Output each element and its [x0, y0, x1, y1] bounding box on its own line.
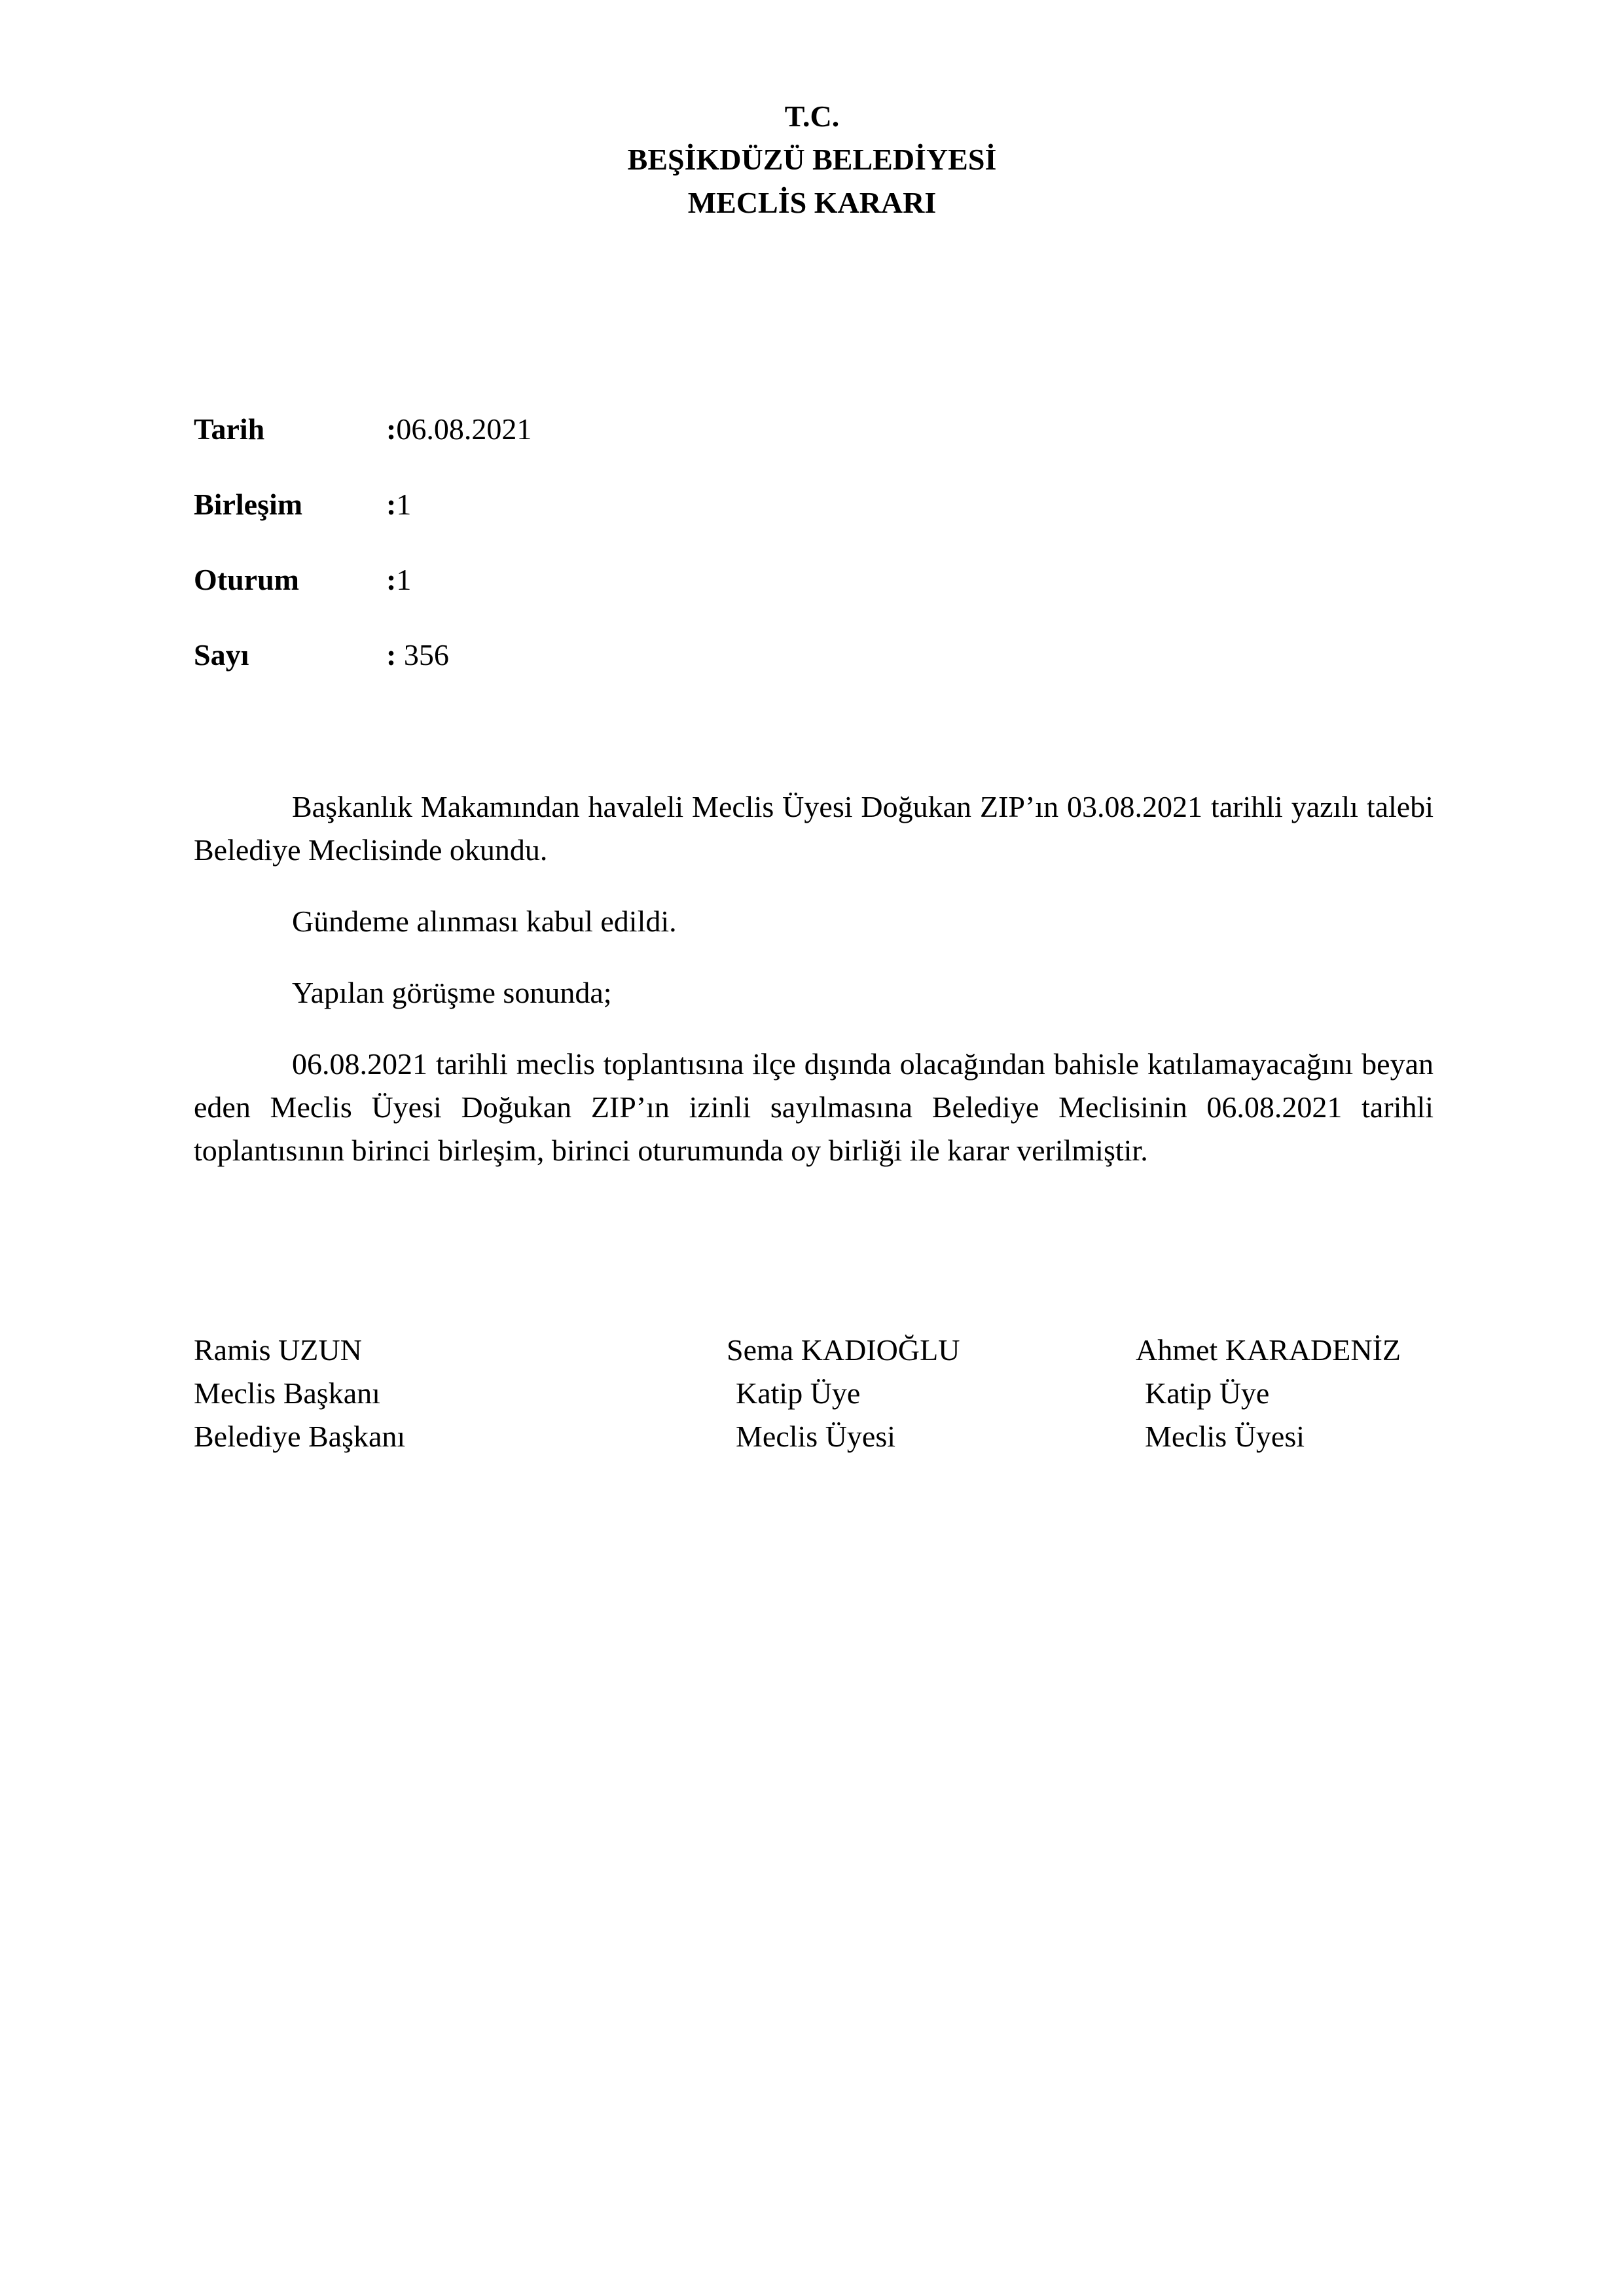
signatory-title: Belediye Başkanı	[194, 1420, 406, 1453]
signatory-title: Meclis Üyesi	[1145, 1420, 1305, 1453]
header-country: T.C.	[784, 99, 840, 133]
meta-label: Sayı	[194, 638, 249, 672]
meta-value-date: 06.08.2021	[396, 412, 532, 446]
decision-metadata	[194, 412, 532, 713]
meta-row-number	[194, 637, 532, 713]
meta-value-session: 1	[396, 488, 412, 521]
signatory-name: Sema KADIOĞLU	[727, 1333, 960, 1367]
paragraph-discussion: Yapılan görüşme sonunda;	[292, 976, 612, 1009]
document-header	[0, 95, 1624, 224]
signatory-title: Katip Üye	[736, 1376, 861, 1410]
signatory-name: Ramis UZUN	[194, 1333, 362, 1367]
paragraph-agenda: Gündeme alınması kabul edildi.	[292, 905, 677, 938]
meta-separator: :	[386, 412, 397, 446]
meta-separator: :	[386, 563, 397, 596]
meta-value-sitting: 1	[396, 563, 412, 596]
meta-separator: :	[386, 638, 397, 672]
meta-row-session	[194, 487, 532, 562]
signatory-clerk-2	[1136, 1329, 1401, 1458]
signatory-council-president	[194, 1329, 405, 1458]
meta-row-sitting	[194, 562, 532, 637]
meta-label: Tarih	[194, 412, 265, 446]
header-institution: BEŞİKDÜZÜ BELEDİYESİ	[627, 143, 997, 176]
meta-label: Birleşim	[194, 488, 303, 521]
meta-row-date	[194, 412, 532, 487]
paragraph-request: Başkanlık Makamından havaleli Meclis Üyesi Doğukan ZIP’ın 03.08.2021 tarihli yazılı talebi Belediye Meclisinde okundu.	[194, 790, 1434, 867]
signatory-name: Ahmet KARADENİZ	[1136, 1333, 1401, 1367]
meta-separator: :	[386, 488, 397, 521]
paragraph-decision: 06.08.2021 tarihli meclis toplantısına ilçe dışında olacağından bahisle katılamayacağını beyan eden Meclis Üyesi Doğukan ZIP’ın izinli sayılmasına Belediye Meclisinin 06.08.2021 tarihli toplantısının birinci birleşim, birinci oturumunda oy birliği ile karar verilmiştir.	[194, 1047, 1434, 1167]
signatory-clerk-1	[727, 1329, 960, 1458]
header-document-type: MECLİS KARARI	[687, 186, 937, 219]
meta-value-number: 356	[396, 638, 449, 672]
signatory-title: Meclis Üyesi	[736, 1420, 896, 1453]
signatory-title: Katip Üye	[1145, 1376, 1270, 1410]
meta-label: Oturum	[194, 563, 299, 596]
decision-body	[194, 785, 1434, 1200]
signatory-title: Meclis Başkanı	[194, 1376, 380, 1410]
